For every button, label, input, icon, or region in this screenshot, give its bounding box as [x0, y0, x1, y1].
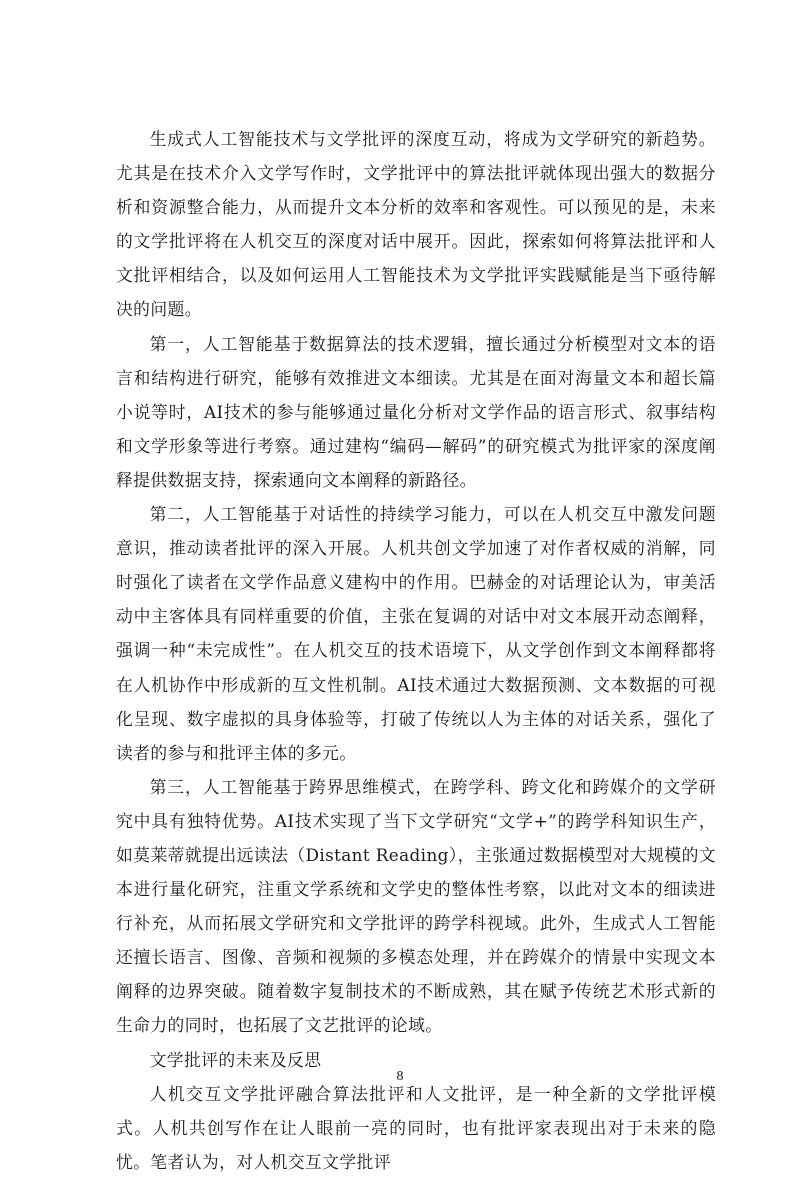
page-number: 8 [396, 1069, 404, 1084]
paragraph-closing: 人机交互文学批评融合算法批评和人文批评，是一种全新的文学批评模式。人机共创写作在让人眼前一亮的同时，也有批评家表现出对于未来的隐忧。笔者认为，对人机交互文学批评 [116, 1083, 716, 1172]
paragraph-third-point: 第三，人工智能基于跨界思维模式，在跨学科、跨文化和跨媒介的文学研究中具有独特优势。AI技术实现了当下文学研究“文学+”的跨学科知识生产，如莫莱蒂就提出远读法（Distant Reading），主张通过数据模型对大规模的文本进行量化研究，注重文学系统和文学史的整体性考察，以此对文本的细读进行补充，从而拓展文学研究和文学批评的跨学科视域。此外，生成式人工智能还擅长语言、图像、音频和视频的多模态处理，并在跨媒介的情景中实现文本阐释的边界突破。随着数字复制技术的不断成熟，其在赋予传统艺术形式新的生命力的同时，也拓展了文艺批评的论域。 [116, 776, 716, 1036]
body-text [116, 122, 716, 1179]
section-heading: 文学批评的未来及反思 [149, 1049, 322, 1070]
paragraph-second-point: 第二，人工智能基于对话性的持续学习能力，可以在人机交互中激发问题意识，推动读者批评的深入开展。人机共创文学加速了对作者权威的消解，同时强化了读者在文学作品意义建构中的作用。巴赫金的对话理论认为，审美活动中主客体具有同样重要的价值，主张在复调的对话中对文本展开动态阐释，强调一种“未完成性”。在人机交互的技术语境下，从文学创作到文本阐释都将在人机协作中形成新的互文性机制。AI技术通过大数据预测、文本数据的可视化呈现、数字虚拟的具身体验等，打破了传统以人为主体的对话关系，强化了读者的参与和批评主体的多元。 [116, 504, 716, 763]
paragraph-first-point: 第一，人工智能基于数据算法的技术逻辑，擅长通过分析模型对文本的语言和结构进行研究，能够有效推进文本细读。尤其是在面对海量文本和超长篇小说等时，AI技术的参与能够通过量化分析对文学作品的语言形式、叙事结构和文学形象等进行考察。通过建构“编码—解码”的研究模式为批评家的深度阐释提供数据支持，探索通向文本阐释的新路径。 [116, 333, 716, 490]
paragraph-intro: 生成式人工智能技术与文学批评的深度互动，将成为文学研究的新趋势。尤其是在技术介入文学写作时，文学批评中的算法批评就体现出强大的数据分析和资源整合能力，从而提升文本分析的效率和客观性。可以预见的是，未来的文学批评将在人机交互的深度对话中展开。因此，探索如何将算法批评和人文批评相结合，以及如何运用人工智能技术为文学批评实践赋能是当下亟待解决的问题。 [116, 129, 716, 320]
